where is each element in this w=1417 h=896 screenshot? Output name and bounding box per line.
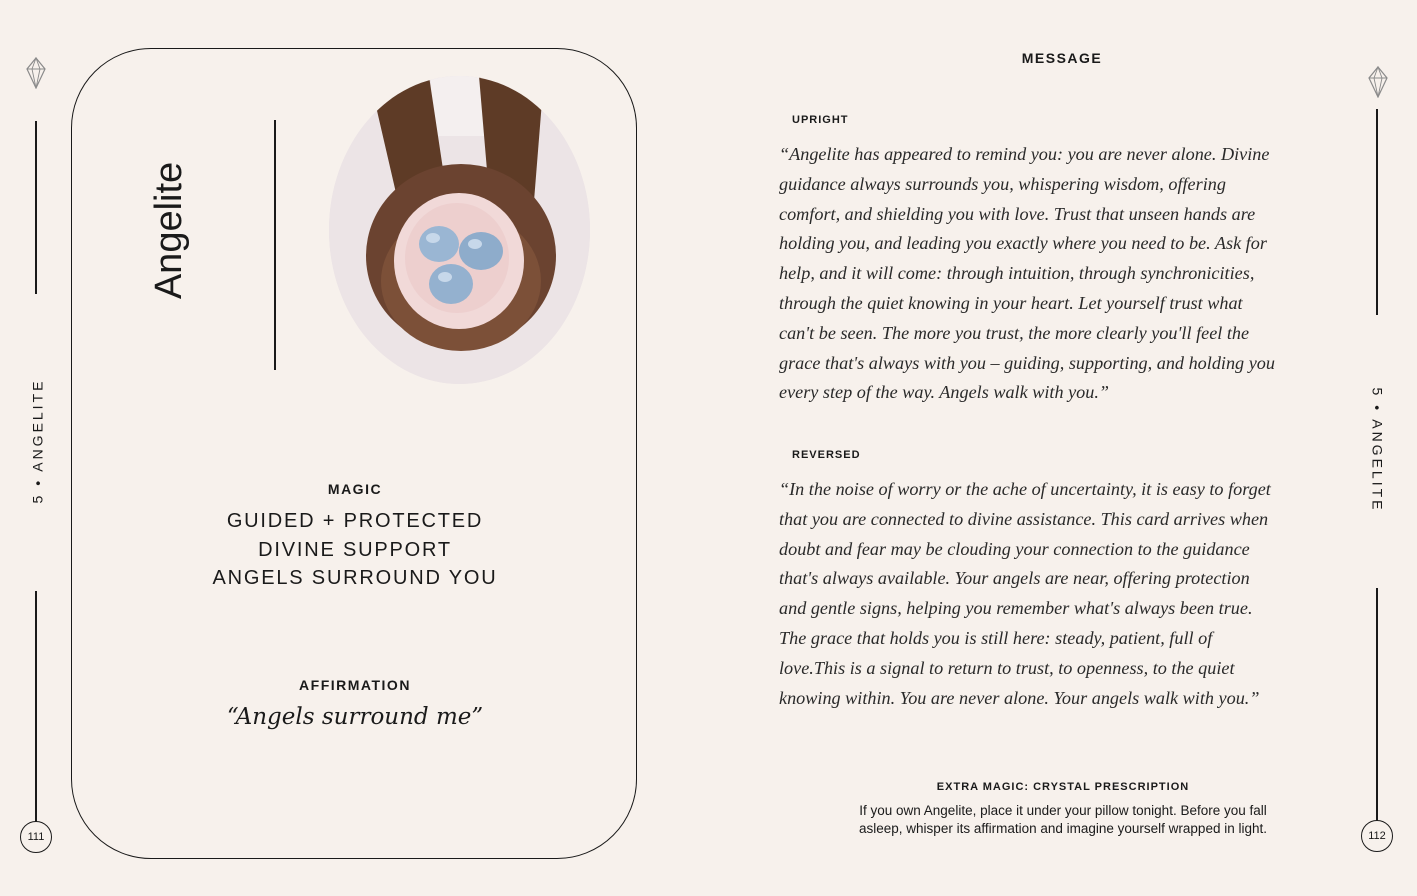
reversed-label: REVERSED <box>792 449 861 461</box>
crystal-photo <box>329 76 590 384</box>
text-line: love.This is a signal to return to trust, to openness, to the quiet <box>779 657 1235 678</box>
text-line: “Angelite has appeared to remind you: you are never alone. Divine <box>779 144 1270 164</box>
crystal-icon <box>1367 66 1389 98</box>
crystal-prescription <box>803 802 1323 838</box>
magic-heading: MAGIC <box>327 481 383 497</box>
affirmation-text: “Angels surround me” <box>226 704 484 730</box>
right-margin-line-top <box>1376 109 1378 315</box>
extra-magic-heading: EXTRA MAGIC: CRYSTAL PRESCRIPTION <box>936 781 1190 793</box>
upright-message <box>779 140 1339 408</box>
card-title-divider <box>274 120 276 370</box>
affirmation-heading: AFFIRMATION <box>299 677 411 693</box>
magic-line: ANGELS SURROUND YOU <box>212 567 498 589</box>
text-line: guidance always surrounds you, whispering wisdom, offering <box>779 173 1226 194</box>
text-line: every step of the way. Angels walk with you.” <box>779 382 1110 403</box>
right-margin-line-bottom <box>1376 588 1378 821</box>
text-line: can't be seen. The more you trust, the more clearly you'll feel the <box>779 322 1250 343</box>
text-line: that you are connected to divine assistance. This card arrives when <box>779 508 1269 529</box>
magic-line: DIVINE SUPPORT <box>258 538 452 561</box>
page-number-left: 111 <box>20 821 52 853</box>
text-line: grace that's always with you – guiding, supporting, and holding you <box>779 352 1275 373</box>
text-line: and gentle signs, helping you remember what's always been true. <box>779 598 1253 619</box>
left-side-label: 5 • ANGELITE <box>29 378 46 504</box>
upright-label: UPRIGHT <box>792 114 849 126</box>
magic-list <box>190 507 520 593</box>
text-line: through the quiet knowing in your heart. Let yourself trust what <box>779 292 1243 313</box>
page-number-right: 112 <box>1361 820 1393 852</box>
text-line: comfort, and shielding you with love. Trust that unseen hands are <box>779 203 1256 224</box>
text-line: “In the noise of worry or the ache of uncertainty, it is easy to forget <box>779 479 1271 499</box>
text-line: If you own Angelite, place it under your pillow tonight. Before you fall <box>859 803 1267 818</box>
text-line: knowing within. You are never alone. Your angels walk with you.” <box>779 687 1260 708</box>
text-line: holding you, and leading you exactly where you need to be. Ask for <box>779 233 1267 254</box>
text-line: help, and it will come: through intuition, through synchronicities, <box>779 263 1255 284</box>
left-margin-line-bottom <box>35 591 37 822</box>
reversed-message <box>779 475 1339 713</box>
message-heading: MESSAGE <box>1021 50 1103 66</box>
crystal-icon <box>25 57 47 89</box>
text-line: that's always available. Your angels are near, offering protection <box>779 568 1250 589</box>
magic-line: GUIDED + PROTECTED <box>226 510 484 532</box>
card-title: Angelite <box>148 161 191 299</box>
left-margin-line-top <box>35 121 37 294</box>
text-line: The grace that holds you is still here: steady, patient, full of <box>779 627 1213 648</box>
text-line: asleep, whisper its affirmation and imagine yourself wrapped in light. <box>859 821 1267 836</box>
right-side-label: 5 • ANGELITE <box>1369 387 1386 513</box>
text-line: doubt and fear may be clouding your connection to the guidance <box>779 538 1250 559</box>
